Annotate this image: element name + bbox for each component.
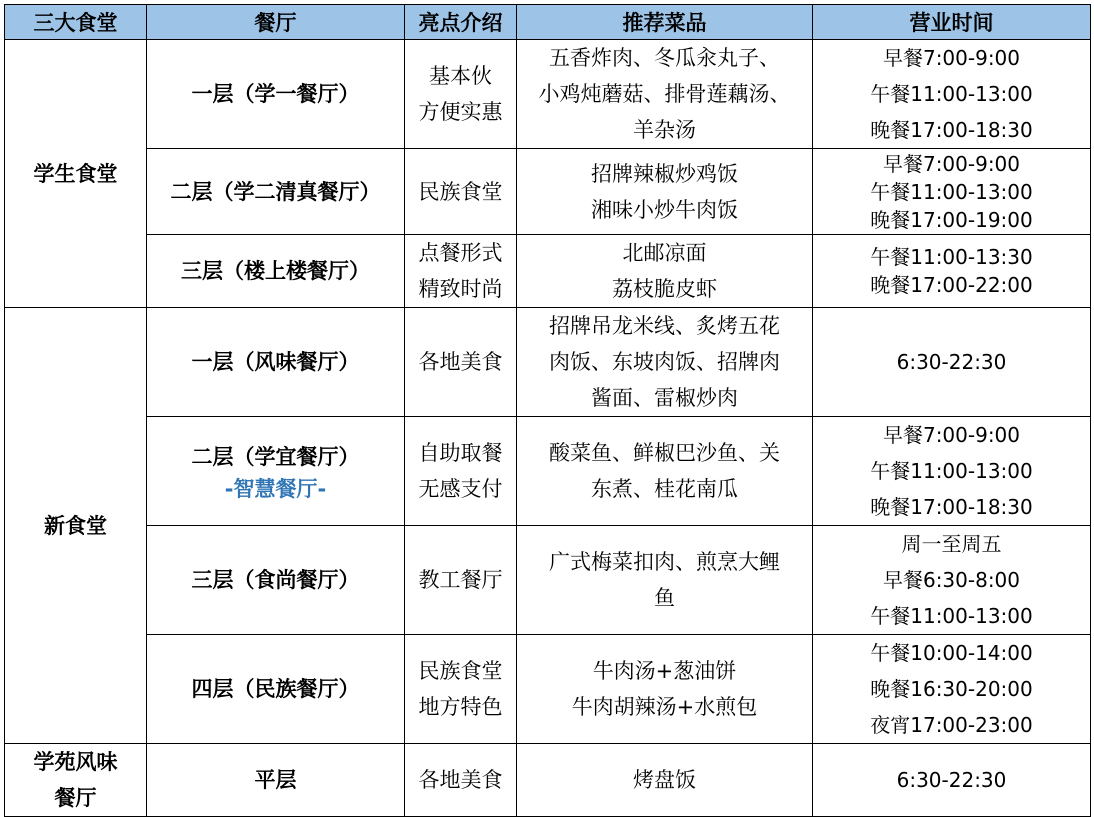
hours-line: 夜宵17:00-23:00 [870, 713, 1033, 737]
dishes-line: 广式梅菜扣肉、煎烹大鲤 [549, 550, 780, 574]
dishes-line: 羊杂汤 [633, 118, 696, 142]
dishes-line: 牛肉汤+葱油饼 [592, 659, 737, 683]
hours-line: 早餐7:00-9:00 [882, 151, 1021, 176]
hours-line: 午餐11:00-13:30 [870, 245, 1033, 269]
highlight-cell [405, 40, 517, 149]
hours-line: 周一至周五 [901, 532, 1002, 556]
highlight-line: 教工餐厅 [418, 568, 503, 592]
dishes-line: 湘味小炒牛肉饭 [591, 197, 738, 222]
highlight-line: 民族食堂 [418, 659, 503, 683]
hours-line: 早餐6:30-8:00 [882, 568, 1021, 592]
hours-line: 午餐10:00-14:00 [870, 641, 1033, 665]
hours-line: 午餐11:00-13:00 [870, 179, 1033, 204]
hours-cell [813, 308, 1091, 417]
canteen-table [4, 4, 1091, 817]
highlight-line: 民族食堂 [418, 179, 503, 204]
restaurant-name: 三层（食尚餐厅） [147, 526, 405, 635]
header-canteen: 三大食堂 [5, 5, 147, 40]
dishes-cell [517, 526, 813, 635]
highlight-line: 各地美食 [418, 350, 503, 374]
table-row [5, 635, 1091, 744]
highlight-cell [405, 149, 517, 235]
table-row [5, 149, 1091, 235]
dishes-cell [517, 417, 813, 526]
dishes-cell [517, 149, 813, 235]
highlight-cell [405, 635, 517, 744]
canteen-name: 新食堂 [5, 308, 147, 744]
hours-line: 晚餐17:00-18:30 [870, 118, 1033, 142]
highlight-cell [405, 417, 517, 526]
restaurant-name: 平层 [147, 744, 405, 817]
header-highlights: 亮点介绍 [405, 5, 517, 40]
dishes-cell [517, 744, 813, 817]
header-restaurant: 餐厅 [147, 5, 405, 40]
dishes-line: 荔枝脆皮虾 [612, 277, 717, 301]
hours-cell [813, 40, 1091, 149]
table-row [5, 235, 1091, 308]
highlight-line: 各地美食 [418, 768, 503, 792]
table-row [5, 40, 1091, 149]
highlight-cell [405, 526, 517, 635]
dishes-line: 招牌辣椒炒鸡饭 [591, 161, 738, 186]
highlight-line: 自助取餐 [418, 441, 503, 465]
dishes-cell [517, 635, 813, 744]
hours-line: 早餐7:00-9:00 [882, 46, 1021, 70]
canteen-name-line: 餐厅 [54, 786, 97, 810]
dishes-cell [517, 235, 813, 308]
table-body [5, 40, 1091, 817]
dishes-line: 肉饭、东坡肉饭、招牌肉 [549, 350, 780, 374]
table-row [5, 417, 1091, 526]
canteen-name-line: 学苑风味 [33, 750, 118, 774]
table-row [5, 308, 1091, 417]
canteen-name-cell [5, 744, 147, 817]
header-row [5, 5, 1091, 40]
hours-line: 6:30-22:30 [896, 768, 1007, 792]
restaurant-name: 三层（楼上楼餐厅） [147, 235, 405, 308]
hours-cell [813, 744, 1091, 817]
dishes-line: 招牌吊龙米线、炙烤五花 [549, 314, 780, 338]
table-row [5, 744, 1091, 817]
hours-line: 晚餐17:00-19:00 [870, 207, 1033, 232]
hours-cell [813, 417, 1091, 526]
hours-line: 早餐7:00-9:00 [882, 423, 1021, 447]
hours-line: 6:30-22:30 [896, 350, 1007, 374]
highlight-line: 基本伙 [429, 64, 492, 88]
restaurant-name: 二层（学宜餐厅） [191, 445, 360, 469]
highlight-cell [405, 744, 517, 817]
highlight-line: 地方特色 [418, 695, 503, 719]
highlight-cell [405, 308, 517, 417]
restaurant-name: 四层（民族餐厅） [147, 635, 405, 744]
restaurant-name: 一层（风味餐厅） [147, 308, 405, 417]
hours-line: 午餐11:00-13:00 [870, 604, 1033, 628]
highlight-line: 精致时尚 [418, 277, 503, 301]
dishes-line: 酱面、雷椒炒肉 [591, 386, 738, 410]
highlight-cell [405, 235, 517, 308]
dishes-line: 东煮、桂花南瓜 [591, 477, 738, 501]
hours-line: 午餐11:00-13:00 [870, 82, 1033, 106]
hours-cell [813, 235, 1091, 308]
highlight-line: 无感支付 [418, 477, 503, 501]
dishes-line: 五香炸肉、冬瓜汆丸子、 [549, 46, 780, 70]
dishes-line: 牛肉胡辣汤+水煎包 [571, 695, 758, 719]
restaurant-name: 一层（学一餐厅） [147, 40, 405, 149]
restaurant-name: 二层（学二清真餐厅） [147, 149, 405, 235]
header-dishes: 推荐菜品 [517, 5, 813, 40]
highlight-line: 方便实惠 [418, 100, 503, 124]
dishes-cell [517, 308, 813, 417]
dishes-line: 鱼 [654, 586, 675, 610]
canteen-name: 学生食堂 [5, 40, 147, 308]
hours-line: 晚餐17:00-18:30 [870, 495, 1033, 519]
dishes-line: 烤盘饭 [633, 768, 696, 792]
dishes-line: 小鸡炖蘑菇、排骨莲藕汤、 [538, 82, 791, 106]
hours-cell [813, 635, 1091, 744]
dishes-line: 北邮凉面 [622, 241, 707, 265]
hours-line: 晚餐16:30-20:00 [870, 677, 1033, 701]
dishes-line: 酸菜鱼、鲜椒巴沙鱼、关 [549, 441, 780, 465]
hours-line: 午餐11:00-13:00 [870, 459, 1033, 483]
hours-line: 晚餐17:00-22:00 [870, 273, 1033, 297]
dishes-cell [517, 40, 813, 149]
table-row [5, 526, 1091, 635]
hours-cell [813, 526, 1091, 635]
header-hours: 营业时间 [813, 5, 1091, 40]
restaurant-subname: -智慧餐厅- [224, 477, 327, 501]
restaurant-name-cell [147, 417, 405, 526]
highlight-line: 点餐形式 [418, 241, 503, 265]
hours-cell [813, 149, 1091, 235]
